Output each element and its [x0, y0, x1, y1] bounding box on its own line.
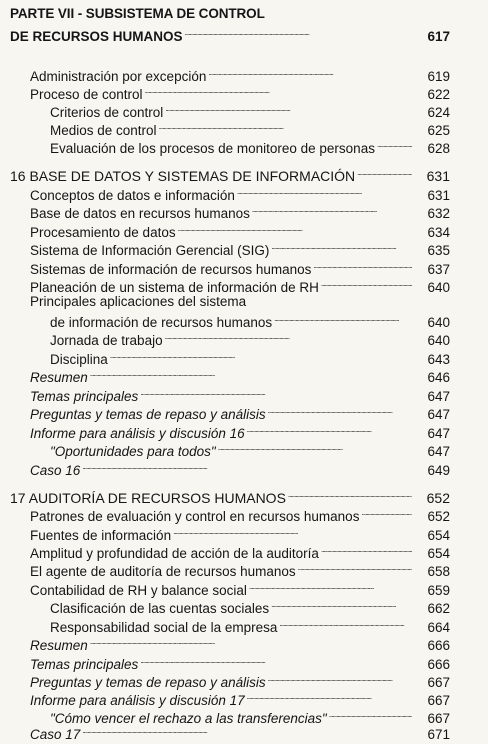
toc-entry — [0, 382, 488, 404]
page-number: 647 — [427, 389, 450, 404]
dot-leader — [165, 98, 412, 117]
dot-leader — [357, 162, 412, 181]
page-number: 652 — [426, 490, 450, 506]
page-number: 654 — [427, 528, 450, 543]
entry-title: Caso 16 — [30, 463, 81, 478]
entry-title: Temas principales — [30, 389, 139, 404]
entry-title: Preguntas y temas de repaso y análisis — [30, 407, 266, 422]
dot-leader — [165, 326, 412, 345]
dot-leader — [110, 345, 412, 364]
entry-title: Resumen — [30, 370, 88, 385]
toc-entry — [0, 363, 488, 385]
dot-leader — [252, 199, 412, 218]
page-number: 659 — [427, 583, 450, 598]
entry-title: Contabilidad de RH y balance social — [30, 583, 247, 598]
toc-entry — [0, 419, 488, 441]
dot-leader — [279, 613, 412, 632]
page-number: 617 — [427, 29, 450, 44]
toc-entry — [0, 326, 488, 348]
toc-entry — [0, 62, 488, 84]
entry-title: Amplitud y profundidad de acción de la auditoría — [30, 546, 319, 561]
entry-title: Responsabilidad social de la empresa — [50, 620, 278, 635]
page-number: 647 — [427, 407, 450, 422]
page-number: 640 — [427, 315, 450, 330]
dot-leader — [208, 62, 412, 81]
entry-title: Administración por excepción — [30, 69, 207, 84]
dot-leader — [159, 116, 412, 135]
toc-entry — [0, 308, 488, 330]
toc-entry — [0, 236, 488, 258]
page-number: 625 — [427, 123, 450, 138]
toc-entry — [0, 400, 488, 422]
dot-leader — [178, 218, 412, 237]
entry-title: de información de recursos humanos — [50, 315, 273, 330]
entry-title: Informe para análisis y discusión 17 — [30, 693, 245, 708]
dot-leader — [313, 255, 412, 274]
page-number: 652 — [427, 509, 450, 524]
part-heading-row — [0, 22, 488, 44]
page-number: 667 — [427, 711, 450, 726]
entry-title: Jornada de trabajo — [50, 333, 163, 348]
entry-title: "Oportunidades para todos" — [50, 444, 216, 459]
entry-title: Evaluación de los procesos de monitoreo de personas — [50, 141, 375, 156]
toc-entry — [0, 273, 488, 295]
dot-leader — [90, 631, 412, 650]
entry-title: Informe para análisis y discusión 16 — [30, 426, 245, 441]
dot-leader — [288, 484, 412, 503]
page-number: 649 — [427, 463, 450, 478]
page-number: 634 — [427, 225, 450, 240]
page-number: 624 — [427, 105, 450, 120]
page-number: 643 — [427, 352, 450, 367]
page-number: 637 — [427, 262, 450, 277]
chapter-17-heading — [0, 484, 488, 506]
dot-leader — [274, 308, 412, 327]
entry-title: El agente de auditoría de recursos humanos — [30, 564, 296, 579]
page-number: 632 — [427, 206, 450, 221]
page-number: 635 — [427, 243, 450, 258]
dot-leader — [173, 521, 412, 540]
dot-leader — [82, 456, 412, 475]
dot-leader — [268, 668, 412, 687]
dot-leader — [361, 502, 412, 521]
entry-title: Disciplina — [50, 352, 108, 367]
toc-entry — [0, 521, 488, 543]
entry-title: Base de datos en recursos humanos — [30, 206, 250, 221]
dot-leader — [140, 650, 412, 669]
toc-entry — [0, 98, 488, 120]
entry-title: Conceptos de datos e información — [30, 188, 235, 203]
dot-leader — [377, 134, 412, 153]
page-number: 646 — [427, 370, 450, 385]
dot-leader — [82, 720, 412, 739]
toc-entry — [0, 181, 488, 203]
dot-leader — [247, 419, 412, 438]
dot-leader — [249, 576, 412, 595]
toc-entry — [0, 576, 488, 598]
toc-entry — [0, 456, 488, 478]
toc-entry — [0, 134, 488, 156]
dot-leader — [268, 400, 412, 419]
page-number: 666 — [427, 638, 450, 653]
entry-title: Caso 17 — [30, 727, 81, 742]
entry-title: Criterios de control — [50, 105, 164, 120]
dot-leader — [271, 236, 412, 255]
dot-leader — [298, 557, 412, 576]
page-number: 664 — [427, 620, 450, 635]
toc-entry — [0, 613, 488, 635]
toc-entry — [0, 116, 488, 138]
entry-title: Preguntas y temas de repaso y análisis — [30, 675, 266, 690]
dot-leader — [90, 363, 412, 382]
page-number: 671 — [427, 727, 450, 742]
page-number: 640 — [427, 333, 450, 348]
entry-title: "Cómo vencer el rechazo a las transferencias" — [50, 711, 327, 726]
dot-leader — [247, 686, 412, 705]
toc-entry — [0, 539, 488, 561]
page-number: 631 — [426, 168, 450, 184]
page-number: 640 — [427, 280, 450, 295]
page-number: 631 — [427, 188, 450, 203]
toc-entry — [0, 199, 488, 221]
part-heading-line1: PARTE VII - SUBSISTEMA DE CONTROL — [10, 6, 265, 21]
toc-entry — [0, 255, 488, 277]
entry-title: Planeación de un sistema de información de RH — [30, 280, 319, 295]
toc-entry — [0, 80, 488, 102]
toc-entry — [0, 502, 488, 524]
toc-entry — [0, 594, 488, 616]
page-number: 666 — [427, 657, 450, 672]
toc-entry — [0, 557, 488, 579]
chapter-title: 17 AUDITORÍA DE RECURSOS HUMANOS — [10, 490, 286, 506]
dot-leader — [237, 181, 412, 200]
entry-title: Principales aplicaciones del sistema — [30, 294, 247, 309]
page-number: 622 — [427, 87, 450, 102]
page-number: 654 — [427, 546, 450, 561]
entry-title: Clasificación de las cuentas sociales — [50, 601, 270, 616]
dot-leader — [185, 22, 412, 41]
dot-leader — [145, 80, 412, 99]
toc-entry — [0, 218, 488, 240]
entry-title: Temas principales — [30, 657, 139, 672]
page-number: 667 — [427, 693, 450, 708]
toc-entry — [0, 650, 488, 672]
entry-title: Proceso de control — [30, 87, 143, 102]
chapter-16-heading — [0, 162, 488, 184]
toc-entry — [0, 631, 488, 653]
toc-entry — [0, 345, 488, 367]
dot-leader — [218, 437, 412, 456]
entry-title: Procesamiento de datos — [30, 225, 176, 240]
entry-title: Sistemas de información de recursos humanos — [30, 262, 312, 277]
page-number: 662 — [427, 601, 450, 616]
entry-title: Resumen — [30, 638, 88, 653]
chapter-title: 16 BASE DE DATOS Y SISTEMAS DE INFORMACIÓN — [10, 168, 356, 184]
page-number: 667 — [427, 675, 450, 690]
entry-title: Sistema de Información Gerencial (SIG) — [30, 243, 270, 258]
entry-title: Medios de control — [50, 123, 157, 138]
page-number: 647 — [427, 426, 450, 441]
toc-entry — [0, 686, 488, 708]
page-number: 658 — [427, 564, 450, 579]
page-number: 647 — [427, 444, 450, 459]
toc-entry — [0, 720, 488, 742]
dot-leader — [271, 594, 412, 613]
entry-title: Fuentes de información — [30, 528, 172, 543]
page-number: 628 — [427, 141, 450, 156]
part-heading — [10, 6, 480, 22]
toc-entry — [0, 668, 488, 690]
page-number: 619 — [427, 69, 450, 84]
entry-title: Patrones de evaluación y control en recursos humanos — [30, 509, 360, 524]
toc-entry — [0, 437, 488, 459]
dot-leader — [321, 273, 412, 292]
part-heading-line2: DE RECURSOS HUMANOS — [10, 29, 183, 44]
dot-leader — [321, 539, 412, 558]
dot-leader — [140, 382, 412, 401]
